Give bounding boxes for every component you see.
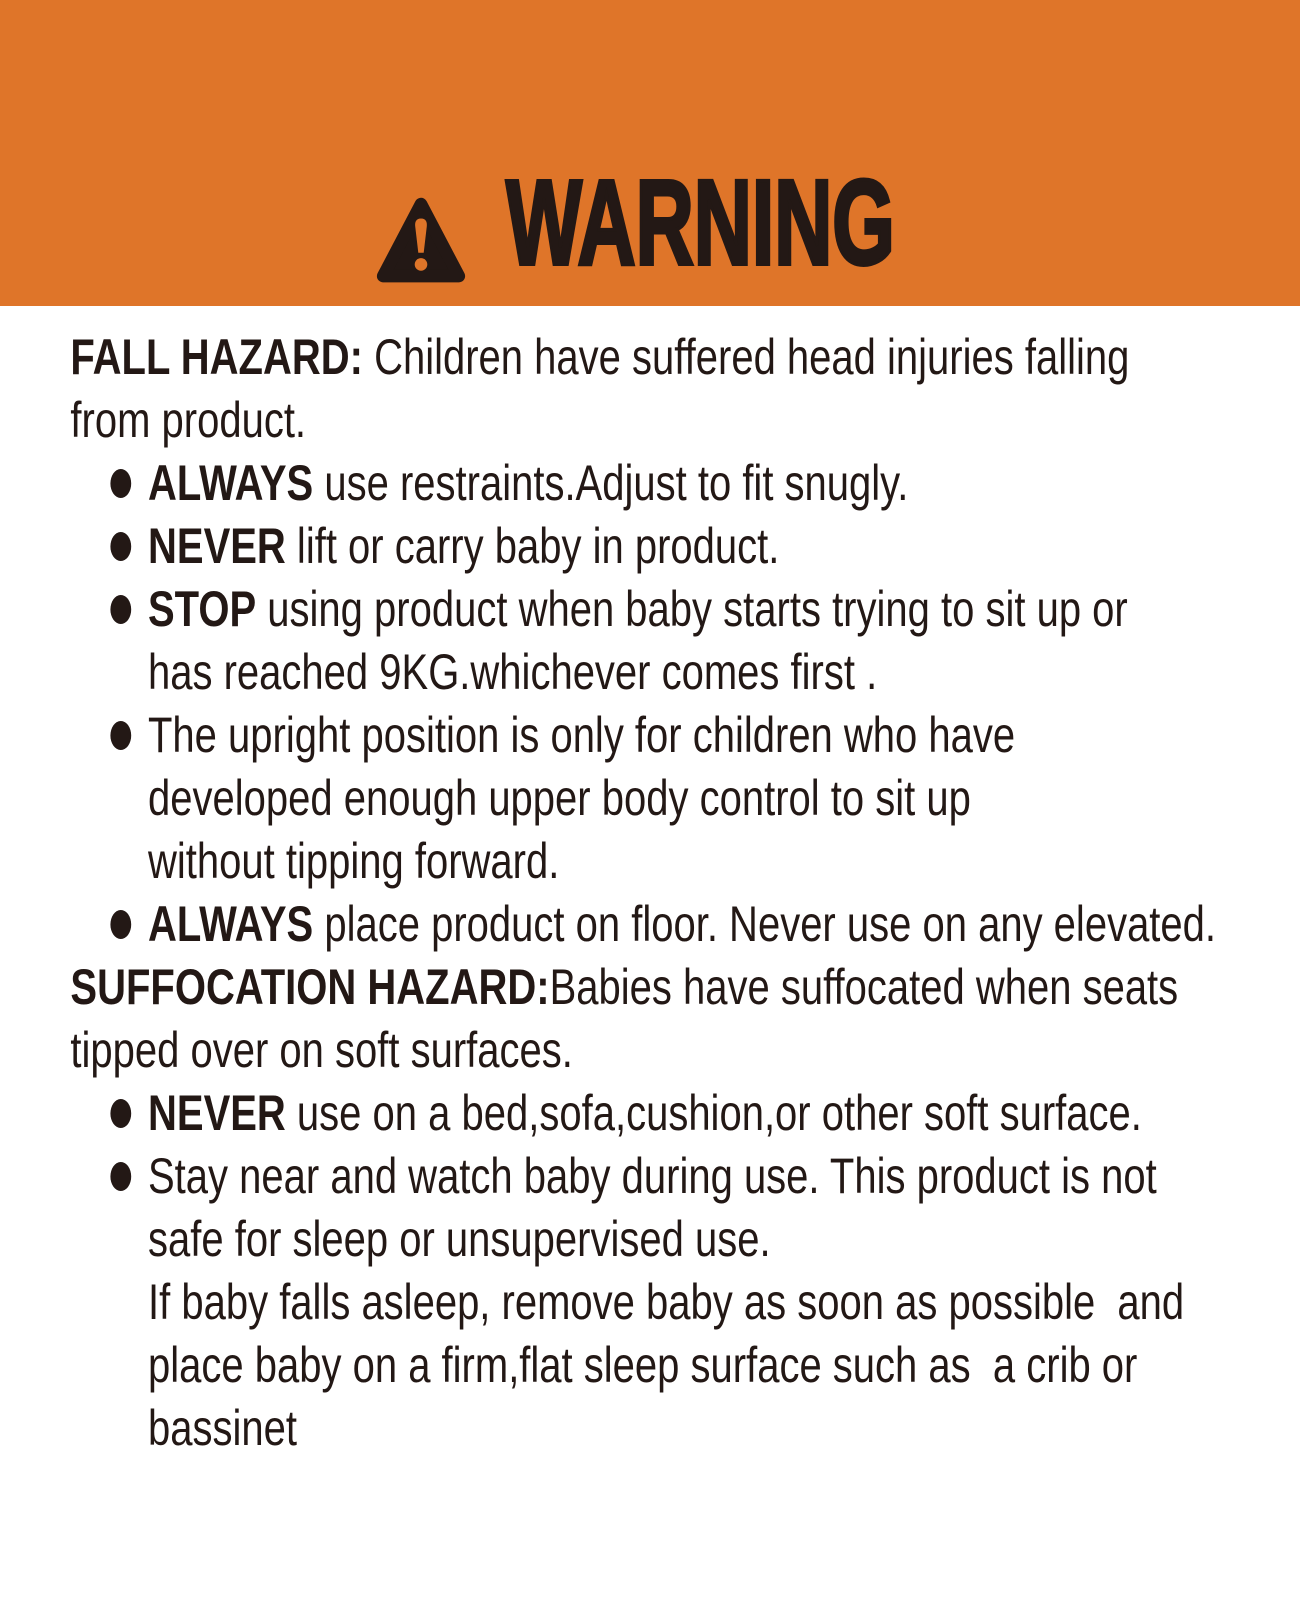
bullet-dot-icon	[110, 1099, 131, 1128]
bullet-item	[70, 704, 1300, 767]
bullet-text: Stay near and watch baby during use. This product is not	[148, 1148, 1157, 1204]
section-heading-keyword: FALL HAZARD:	[70, 329, 363, 385]
bullet-keyword: ALWAYS	[148, 896, 314, 952]
section-heading	[70, 956, 1300, 1019]
bullet-dot-icon	[110, 1162, 131, 1191]
section-heading-text: Babies have suffocated when seats	[549, 959, 1179, 1015]
bullet-dot-icon	[110, 910, 131, 939]
bullet-keyword: STOP	[148, 581, 257, 637]
bullet-dot-icon	[110, 721, 131, 750]
warning-header-band	[0, 0, 1300, 306]
bullet-text: lift or carry baby in product.	[285, 518, 780, 574]
warning-triangle-icon	[376, 195, 466, 287]
section-fall-hazard	[70, 326, 1300, 956]
bullet-continuation: safe for sleep or unsupervised use.	[148, 1211, 771, 1267]
bullet-continuation: without tipping forward.	[148, 833, 560, 889]
bullet-dot-icon	[110, 595, 131, 624]
bullet-keyword: NEVER	[148, 518, 286, 574]
bullet-continuation: bassinet	[148, 1400, 297, 1456]
bullet-dot-icon	[110, 469, 131, 498]
bullet-item	[70, 452, 1300, 515]
section-heading-keyword: SUFFOCATION HAZARD:	[70, 959, 550, 1015]
bullet-item	[70, 515, 1300, 578]
bullet-continuation: place baby on a firm,flat sleep surface such as a crib or	[148, 1337, 1138, 1393]
warning-text-body	[0, 326, 1300, 1460]
section-heading-continuation: tipped over on soft surfaces.	[70, 1022, 573, 1078]
section-heading-continuation: from product.	[70, 392, 307, 448]
bullet-continuation: developed enough upper body control to sit up	[148, 770, 971, 826]
warning-title: WARNING	[506, 154, 895, 290]
bullet-text: use on a bed,sofa,cushion,or other soft surface.	[285, 1085, 1142, 1141]
bullet-continuation: If baby falls asleep, remove baby as soon as possible and	[148, 1274, 1185, 1330]
bullet-text: using product when baby starts trying to sit up or	[256, 581, 1128, 637]
section-suffocation-hazard	[70, 956, 1300, 1460]
bullet-item	[70, 1082, 1300, 1145]
section-heading-text: Children have suffered head injuries falling	[362, 329, 1130, 385]
exclamation-dot	[415, 258, 428, 271]
bullet-text: use restraints.Adjust to fit snugly.	[313, 455, 909, 511]
bullet-item	[70, 578, 1300, 641]
bullet-item	[70, 1145, 1300, 1208]
bullet-keyword: ALWAYS	[148, 455, 314, 511]
section-heading	[70, 326, 1300, 389]
bullet-text: The upright position is only for children who have	[148, 707, 1016, 763]
bullet-continuation: has reached 9KG.whichever comes first .	[148, 644, 878, 700]
bullet-keyword: NEVER	[148, 1085, 286, 1141]
bullet-text: place product on floor. Never use on any elevated.	[313, 896, 1217, 952]
bullet-dot-icon	[110, 532, 131, 561]
bullet-item	[70, 893, 1300, 956]
